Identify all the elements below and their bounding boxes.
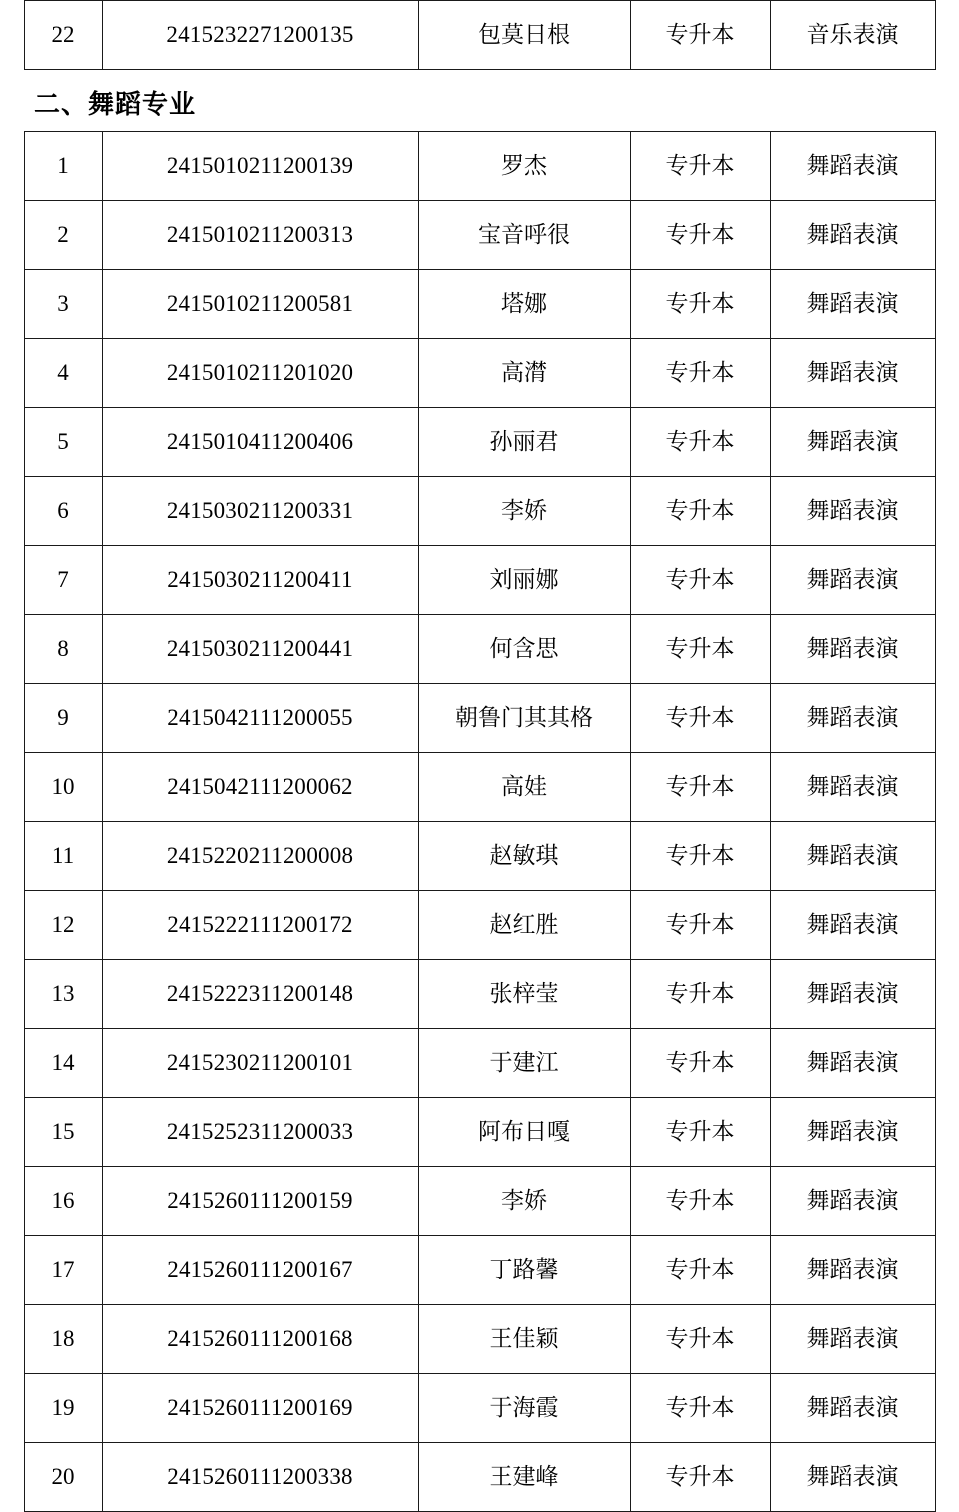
table-row [24, 1305, 935, 1374]
row-name: 王建峰 [418, 1443, 630, 1512]
table-row [24, 132, 935, 201]
table-row [24, 408, 935, 477]
row-type: 专升本 [630, 1305, 770, 1374]
row-major: 舞蹈表演 [770, 270, 935, 339]
row-index: 9 [24, 684, 102, 753]
table-row [24, 684, 935, 753]
row-type: 专升本 [630, 1, 770, 70]
continued-table-body [24, 1, 935, 70]
row-type: 专升本 [630, 270, 770, 339]
row-major: 舞蹈表演 [770, 684, 935, 753]
row-index: 8 [24, 615, 102, 684]
row-type: 专升本 [630, 1167, 770, 1236]
row-name: 孙丽君 [418, 408, 630, 477]
row-name: 包莫日根 [418, 1, 630, 70]
row-name: 丁路馨 [418, 1236, 630, 1305]
row-name: 刘丽娜 [418, 546, 630, 615]
row-index: 4 [24, 339, 102, 408]
row-candidate-id: 2415260111200159 [102, 1167, 418, 1236]
dance-major-table [24, 131, 936, 1512]
row-type: 专升本 [630, 339, 770, 408]
row-name: 赵红胜 [418, 891, 630, 960]
row-name: 何含思 [418, 615, 630, 684]
row-index: 3 [24, 270, 102, 339]
row-index: 12 [24, 891, 102, 960]
section-heading: 二、舞蹈专业 [34, 90, 197, 119]
row-name: 赵敏琪 [418, 822, 630, 891]
row-type: 专升本 [630, 1236, 770, 1305]
row-candidate-id: 2415042111200055 [102, 684, 418, 753]
dance-major-table-body [24, 132, 935, 1512]
row-name: 张梓莹 [418, 960, 630, 1029]
row-major: 舞蹈表演 [770, 1167, 935, 1236]
row-type: 专升本 [630, 546, 770, 615]
table-row [24, 1, 935, 70]
row-candidate-id: 2415222311200148 [102, 960, 418, 1029]
row-major: 舞蹈表演 [770, 408, 935, 477]
row-index: 14 [24, 1029, 102, 1098]
table-row [24, 1236, 935, 1305]
row-name: 罗杰 [418, 132, 630, 201]
row-candidate-id: 2415010211201020 [102, 339, 418, 408]
row-name: 阿布日嘎 [418, 1098, 630, 1167]
row-candidate-id: 2415030211200411 [102, 546, 418, 615]
table-row [24, 270, 935, 339]
row-type: 专升本 [630, 201, 770, 270]
row-name: 王佳颖 [418, 1305, 630, 1374]
row-major: 音乐表演 [770, 1, 935, 70]
row-type: 专升本 [630, 1374, 770, 1443]
table-row [24, 1098, 935, 1167]
row-index: 20 [24, 1443, 102, 1512]
row-candidate-id: 2415010411200406 [102, 408, 418, 477]
row-name: 塔娜 [418, 270, 630, 339]
row-candidate-id: 2415010211200581 [102, 270, 418, 339]
row-index: 15 [24, 1098, 102, 1167]
row-major: 舞蹈表演 [770, 753, 935, 822]
row-major: 舞蹈表演 [770, 1374, 935, 1443]
table-row [24, 201, 935, 270]
table-row [24, 1443, 935, 1512]
row-candidate-id: 2415220211200008 [102, 822, 418, 891]
row-candidate-id: 2415010211200313 [102, 201, 418, 270]
row-index: 22 [24, 1, 102, 70]
row-type: 专升本 [630, 615, 770, 684]
row-index: 13 [24, 960, 102, 1029]
continued-table [24, 0, 936, 70]
row-candidate-id: 2415030211200331 [102, 477, 418, 546]
row-name: 高娃 [418, 753, 630, 822]
row-name: 宝音呼很 [418, 201, 630, 270]
row-index: 17 [24, 1236, 102, 1305]
row-index: 6 [24, 477, 102, 546]
row-index: 5 [24, 408, 102, 477]
table-row [24, 546, 935, 615]
row-name: 高潸 [418, 339, 630, 408]
row-index: 18 [24, 1305, 102, 1374]
row-major: 舞蹈表演 [770, 1305, 935, 1374]
row-candidate-id: 2415260111200167 [102, 1236, 418, 1305]
row-type: 专升本 [630, 684, 770, 753]
row-major: 舞蹈表演 [770, 546, 935, 615]
row-candidate-id: 2415030211200441 [102, 615, 418, 684]
row-index: 7 [24, 546, 102, 615]
table-row [24, 753, 935, 822]
row-candidate-id: 2415252311200033 [102, 1098, 418, 1167]
table-row [24, 822, 935, 891]
row-name: 于建江 [418, 1029, 630, 1098]
row-major: 舞蹈表演 [770, 1236, 935, 1305]
table-row [24, 615, 935, 684]
row-candidate-id: 2415260111200168 [102, 1305, 418, 1374]
table-row [24, 1374, 935, 1443]
row-name: 于海霞 [418, 1374, 630, 1443]
row-candidate-id: 2415042111200062 [102, 753, 418, 822]
row-index: 16 [24, 1167, 102, 1236]
row-major: 舞蹈表演 [770, 891, 935, 960]
row-major: 舞蹈表演 [770, 339, 935, 408]
row-candidate-id: 2415232271200135 [102, 1, 418, 70]
row-candidate-id: 2415222111200172 [102, 891, 418, 960]
row-type: 专升本 [630, 1443, 770, 1512]
row-index: 1 [24, 132, 102, 201]
row-name: 朝鲁门其其格 [418, 684, 630, 753]
row-index: 2 [24, 201, 102, 270]
table-row [24, 960, 935, 1029]
row-candidate-id: 2415010211200139 [102, 132, 418, 201]
row-type: 专升本 [630, 960, 770, 1029]
row-major: 舞蹈表演 [770, 1029, 935, 1098]
row-type: 专升本 [630, 477, 770, 546]
row-index: 19 [24, 1374, 102, 1443]
row-type: 专升本 [630, 1098, 770, 1167]
table-row [24, 1029, 935, 1098]
row-index: 11 [24, 822, 102, 891]
row-type: 专升本 [630, 132, 770, 201]
row-major: 舞蹈表演 [770, 1443, 935, 1512]
row-major: 舞蹈表演 [770, 960, 935, 1029]
row-name: 李娇 [418, 477, 630, 546]
row-type: 专升本 [630, 891, 770, 960]
row-major: 舞蹈表演 [770, 615, 935, 684]
row-type: 专升本 [630, 1029, 770, 1098]
row-type: 专升本 [630, 822, 770, 891]
table-row [24, 891, 935, 960]
row-candidate-id: 2415230211200101 [102, 1029, 418, 1098]
row-type: 专升本 [630, 408, 770, 477]
row-name: 李娇 [418, 1167, 630, 1236]
row-index: 10 [24, 753, 102, 822]
row-major: 舞蹈表演 [770, 477, 935, 546]
table-row [24, 477, 935, 546]
table-row [24, 1167, 935, 1236]
row-major: 舞蹈表演 [770, 822, 935, 891]
row-candidate-id: 2415260111200169 [102, 1374, 418, 1443]
row-major: 舞蹈表演 [770, 201, 935, 270]
table-row [24, 339, 935, 408]
row-major: 舞蹈表演 [770, 1098, 935, 1167]
row-candidate-id: 2415260111200338 [102, 1443, 418, 1512]
row-major: 舞蹈表演 [770, 132, 935, 201]
row-type: 专升本 [630, 753, 770, 822]
